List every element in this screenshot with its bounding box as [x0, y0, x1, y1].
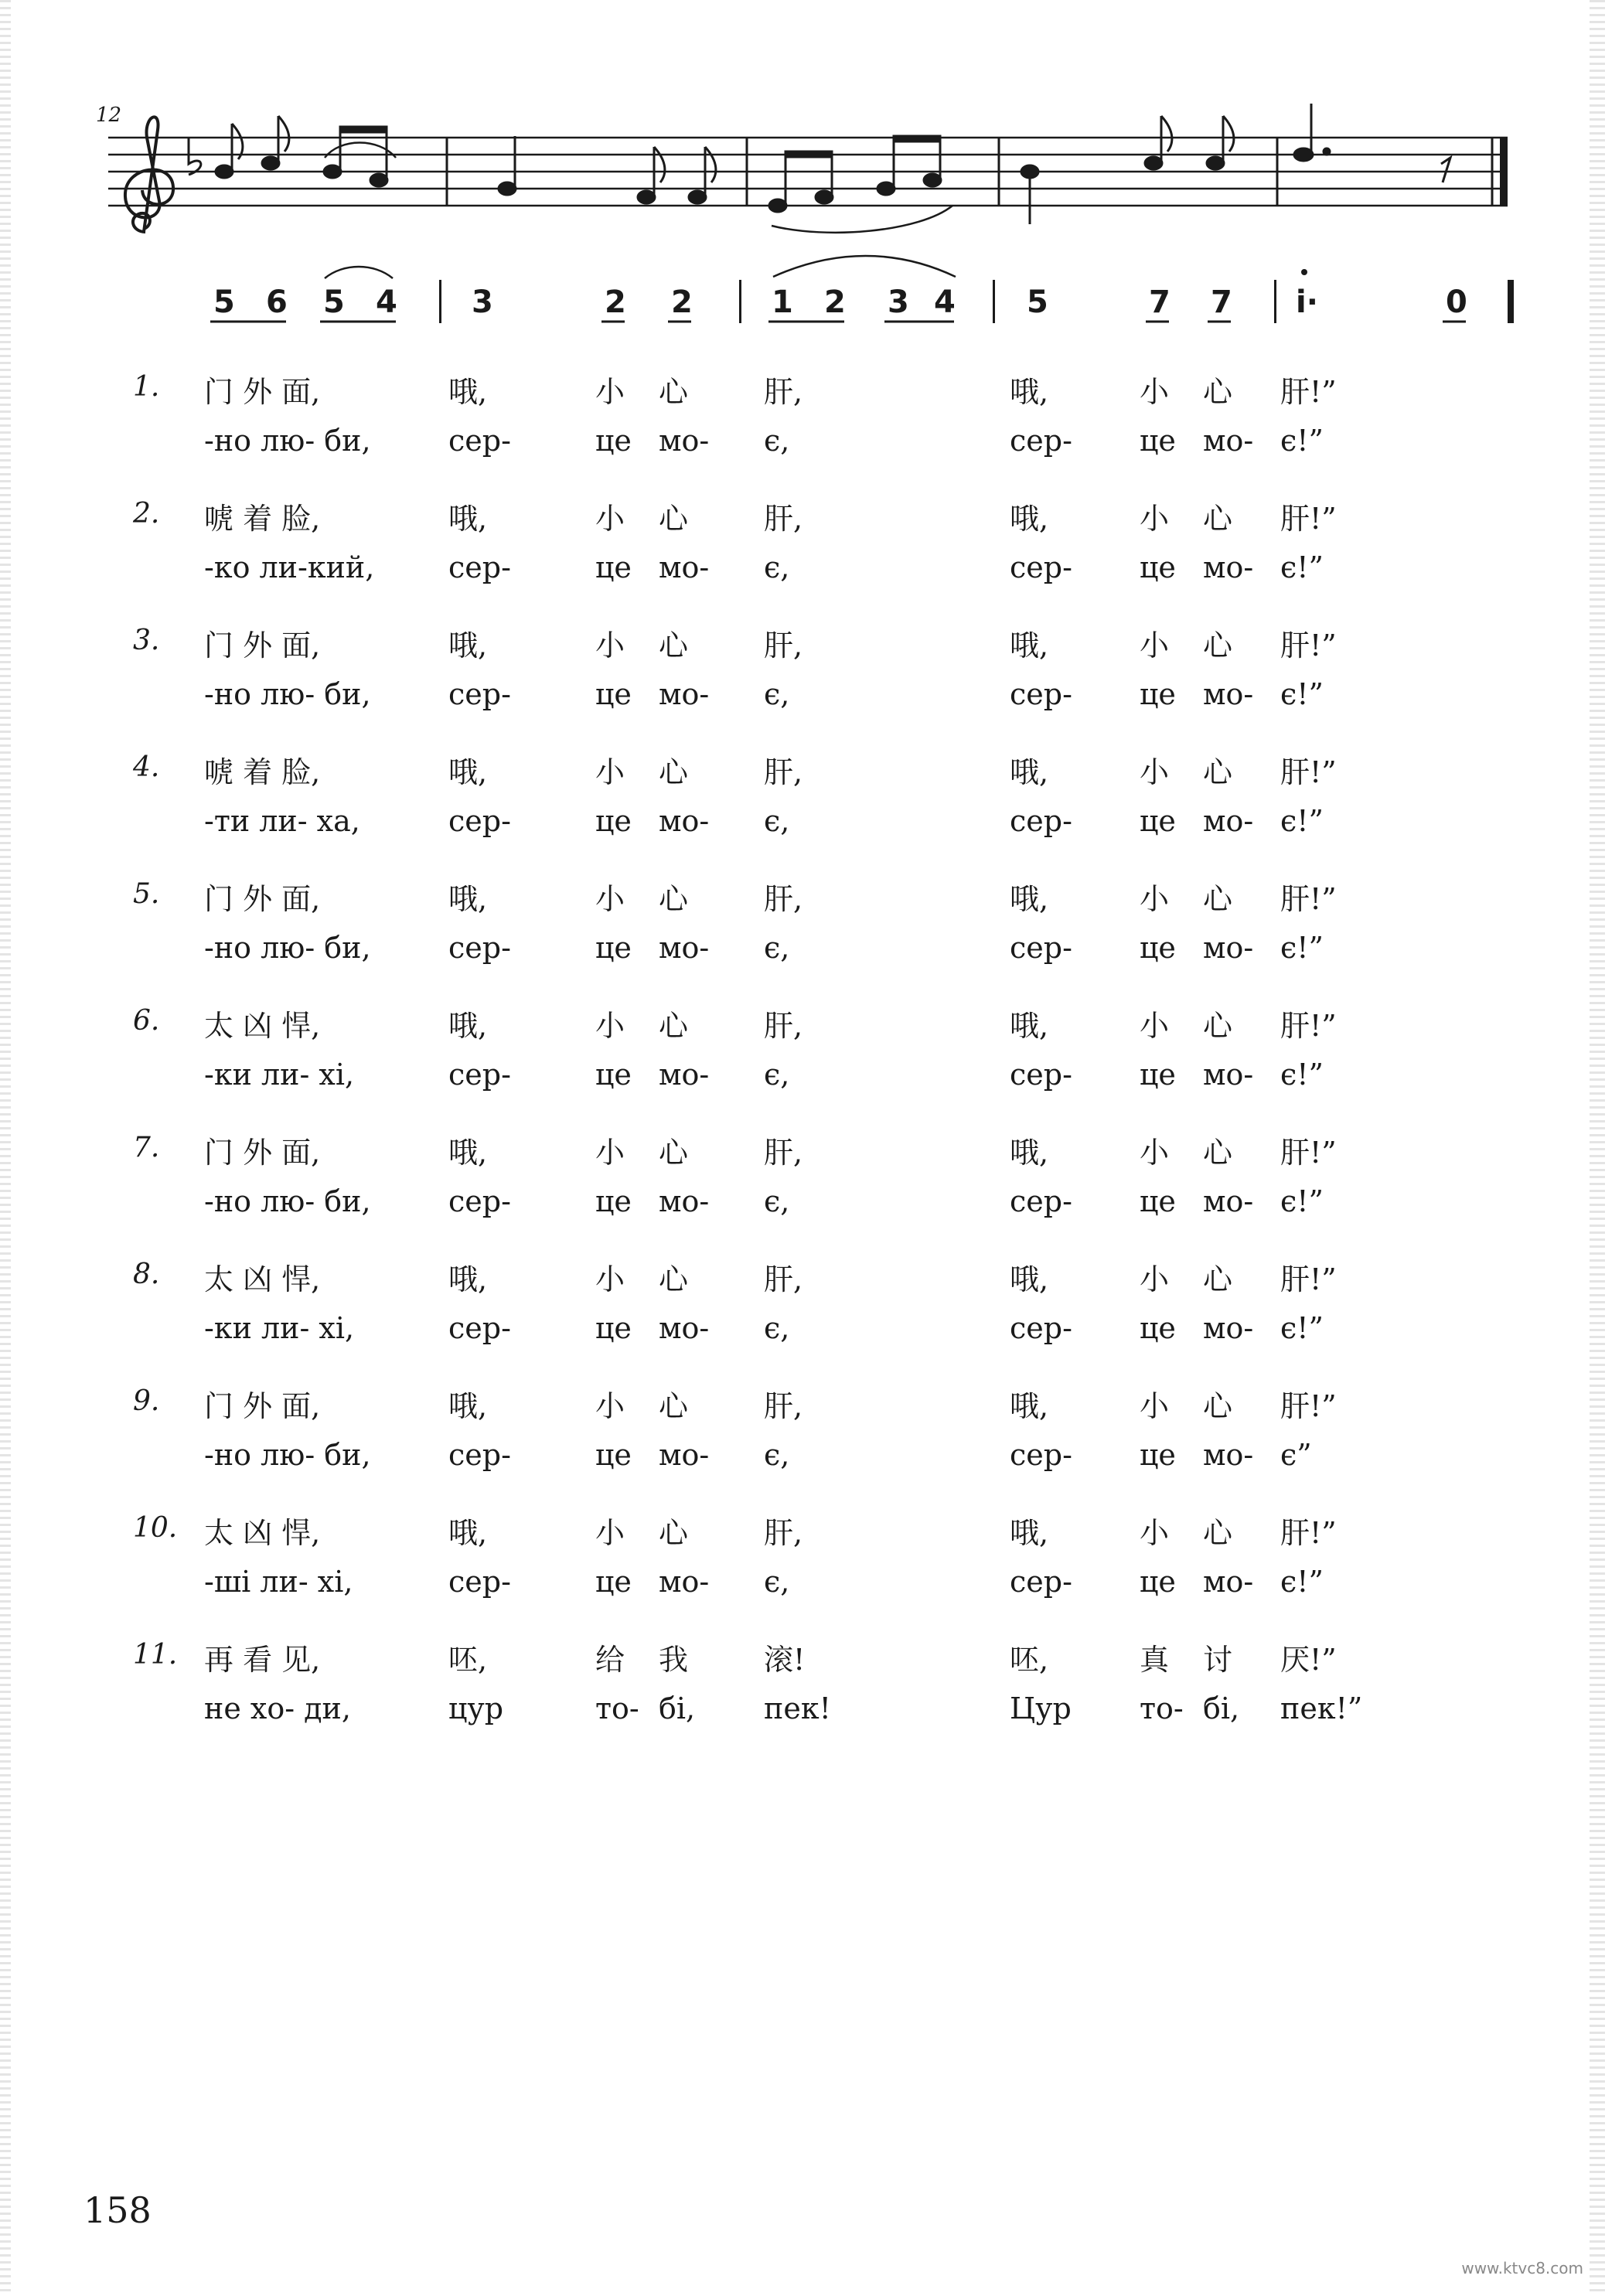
lyric-chinese: 肝!” [1280, 375, 1337, 409]
lyric-chinese: 心 [659, 1136, 689, 1170]
lyric-ukrainian: є!” [1280, 1565, 1324, 1599]
lyric-chinese: 小 [1140, 629, 1170, 663]
lyric-ukrainian: це [1140, 1565, 1176, 1599]
lyric-chinese: 哦, [448, 375, 488, 409]
verse-number: 7. [133, 1132, 160, 1163]
lyric-ukrainian: є!” [1280, 804, 1324, 838]
lyric-ukrainian: є, [764, 1438, 790, 1472]
lyric-chinese: 小 [595, 1136, 625, 1170]
lyric-chinese: 门 外 面, [204, 1136, 321, 1170]
lyric-ukrainian: сер- [448, 931, 511, 965]
lyric-chinese: 心 [659, 1389, 689, 1423]
lyric-ukrainian: це [1140, 677, 1176, 711]
lyric-ukrainian: мо- [1203, 550, 1254, 584]
lyric-ukrainian: це [595, 1184, 632, 1218]
lyric-ukrainian: сер- [1010, 1184, 1072, 1218]
lyric-ukrainian: -но лю- би, [204, 931, 371, 965]
lyric-ukrainian: мо- [659, 550, 710, 584]
lyric-chinese: 小 [1140, 1516, 1170, 1550]
jianpu-note: 2 [605, 284, 626, 320]
lyric-chinese: 心 [1203, 1136, 1233, 1170]
lyric-chinese: 肝, [764, 1262, 803, 1296]
lyric-chinese: 小 [595, 1009, 625, 1043]
lyric-chinese: 太 凶 悍, [204, 1262, 321, 1296]
lyric-ukrainian: сер- [1010, 1565, 1072, 1599]
lyric-chinese: 心 [659, 1262, 689, 1296]
lyric-ukrainian: мо- [659, 931, 710, 965]
lyric-ukrainian: мо- [1203, 1311, 1254, 1345]
lyric-chinese: 门 外 面, [204, 629, 321, 663]
watermark: www.ktvc8.com [1461, 2259, 1583, 2277]
lyric-chinese: 肝, [764, 755, 803, 789]
lyric-ukrainian: мо- [659, 1311, 710, 1345]
lyric-chinese: 肝, [764, 882, 803, 916]
lyric-chinese: 唬 着 脸, [204, 755, 321, 789]
lyric-ukrainian: це [595, 1565, 632, 1599]
lyric-chinese: 哦, [1010, 882, 1049, 916]
lyric-ukrainian: є, [764, 1184, 790, 1218]
jianpu-note: 5 [1027, 284, 1048, 320]
lyric-ukrainian: мо- [1203, 424, 1254, 458]
lyric-chinese: 心 [1203, 1009, 1233, 1043]
lyric-chinese: 哦, [448, 1389, 488, 1423]
lyric-ukrainian: сер- [448, 1058, 511, 1092]
lyric-ukrainian: це [1140, 931, 1176, 965]
jianpu-note: 1 [772, 284, 793, 320]
jianpu-note: 3 [472, 284, 493, 320]
lyric-chinese: 再 看 见, [204, 1643, 321, 1677]
lyric-chinese: 唬 着 脸, [204, 502, 321, 536]
lyric-ukrainian: це [595, 931, 632, 965]
lyric-chinese: 哦, [1010, 1009, 1049, 1043]
jianpu-note: 5 [213, 284, 235, 320]
lyric-chinese: 哦, [1010, 629, 1049, 663]
lyric-ukrainian: є, [764, 804, 790, 838]
lyric-ukrainian: є, [764, 1565, 790, 1599]
lyric-ukrainian: є!” [1280, 424, 1324, 458]
jianpu-note: 4 [934, 284, 956, 320]
jianpu-note: 7 [1149, 284, 1171, 320]
lyric-ukrainian: це [595, 677, 632, 711]
lyric-ukrainian: є, [764, 550, 790, 584]
lyric-ukrainian: є, [764, 424, 790, 458]
lyric-chinese: 哦, [1010, 1389, 1049, 1423]
jianpu-note: i· [1296, 284, 1318, 320]
lyric-chinese: 太 凶 悍, [204, 1516, 321, 1550]
measure-number: 12 [96, 104, 122, 127]
lyric-ukrainian: сер- [448, 677, 511, 711]
lyric-ukrainian: мо- [1203, 931, 1254, 965]
lyric-ukrainian: це [1140, 1311, 1176, 1345]
lyric-ukrainian: сер- [1010, 677, 1072, 711]
lyric-ukrainian: сер- [448, 1184, 511, 1218]
lyric-ukrainian: сер- [448, 424, 511, 458]
lyric-chinese: 厌!” [1280, 1643, 1337, 1677]
lyric-chinese: 心 [1203, 1262, 1233, 1296]
lyric-chinese: 门 外 面, [204, 1389, 321, 1423]
lyric-ukrainian: то- [1140, 1691, 1184, 1725]
lyric-ukrainian: сер- [448, 1311, 511, 1345]
verse-number: 4. [133, 751, 160, 783]
verse-number: 9. [133, 1385, 160, 1417]
lyric-chinese: 小 [595, 1262, 625, 1296]
lyric-chinese: 肝, [764, 1389, 803, 1423]
lyric-chinese: 小 [1140, 1009, 1170, 1043]
lyric-ukrainian: є!” [1280, 550, 1324, 584]
lyric-ukrainian: сер- [1010, 550, 1072, 584]
lyric-chinese: 心 [659, 755, 689, 789]
lyric-ukrainian: мо- [659, 804, 710, 838]
lyric-chinese: 小 [1140, 882, 1170, 916]
lyric-ukrainian: це [1140, 424, 1176, 458]
lyric-chinese: 肝!” [1280, 629, 1337, 663]
lyric-ukrainian: -ки ли- хі, [204, 1058, 355, 1092]
lyric-ukrainian: пек!” [1280, 1691, 1363, 1725]
lyric-chinese: 哦, [448, 1516, 488, 1550]
lyric-chinese: 心 [659, 375, 689, 409]
verse-number: 3. [133, 625, 160, 656]
lyric-ukrainian: мо- [1203, 1058, 1254, 1092]
lyric-chinese: 肝, [764, 1136, 803, 1170]
lyric-chinese: 心 [659, 1516, 689, 1550]
lyric-chinese: 哦, [448, 1136, 488, 1170]
lyric-ukrainian: це [1140, 1058, 1176, 1092]
lyric-ukrainian: -но лю- би, [204, 1184, 371, 1218]
lyric-chinese: 小 [595, 882, 625, 916]
lyric-ukrainian: є!” [1280, 1058, 1324, 1092]
jianpu-lines [0, 0, 1605, 356]
lyric-chinese: 肝!” [1280, 502, 1337, 536]
lyric-chinese: 真 [1140, 1643, 1170, 1677]
lyric-chinese: 小 [1140, 1262, 1170, 1296]
jianpu-note: 7 [1211, 284, 1232, 320]
lyric-ukrainian: це [595, 1311, 632, 1345]
lyric-chinese: 小 [595, 375, 625, 409]
lyric-chinese: 哦, [448, 755, 488, 789]
lyric-chinese: 哦, [1010, 375, 1049, 409]
lyric-ukrainian: мо- [1203, 677, 1254, 711]
lyric-chinese: 哦, [448, 882, 488, 916]
lyric-ukrainian: сер- [1010, 804, 1072, 838]
lyric-ukrainian: мо- [659, 1184, 710, 1218]
lyric-ukrainian: мо- [1203, 1565, 1254, 1599]
lyric-ukrainian: сер- [448, 550, 511, 584]
lyric-ukrainian: мо- [659, 1438, 710, 1472]
lyric-ukrainian: бі, [1203, 1691, 1240, 1725]
lyric-ukrainian: це [595, 804, 632, 838]
verse-number: 11. [133, 1639, 178, 1671]
lyric-ukrainian: це [595, 1058, 632, 1092]
lyric-chinese: 肝, [764, 629, 803, 663]
lyric-chinese: 小 [595, 755, 625, 789]
lyric-chinese: 肝, [764, 375, 803, 409]
lyric-ukrainian: мо- [1203, 1438, 1254, 1472]
lyric-chinese: 心 [1203, 755, 1233, 789]
lyric-ukrainian: це [595, 550, 632, 584]
lyric-chinese: 肝!” [1280, 1136, 1337, 1170]
lyric-chinese: 心 [659, 502, 689, 536]
jianpu-note: 5 [323, 284, 345, 320]
lyric-chinese: 心 [659, 1009, 689, 1043]
lyric-chinese: 小 [595, 629, 625, 663]
jianpu-note: 2 [824, 284, 846, 320]
lyric-chinese: 太 凶 悍, [204, 1009, 321, 1043]
lyric-ukrainian: не хо- ди, [204, 1691, 351, 1725]
lyric-chinese: 心 [1203, 1389, 1233, 1423]
lyric-chinese: 心 [659, 629, 689, 663]
lyric-chinese: 小 [595, 1516, 625, 1550]
lyric-ukrainian: бі, [659, 1691, 696, 1725]
lyric-chinese: 小 [1140, 375, 1170, 409]
lyric-ukrainian: -ко ли-кий, [204, 550, 375, 584]
lyric-ukrainian: сер- [1010, 1058, 1072, 1092]
lyric-chinese: 肝, [764, 1009, 803, 1043]
lyric-chinese: 哦, [1010, 502, 1049, 536]
lyric-ukrainian: -но лю- би, [204, 1438, 371, 1472]
lyric-chinese: 滚! [764, 1643, 806, 1677]
lyric-ukrainian: сер- [1010, 931, 1072, 965]
verse-number: 5. [133, 878, 160, 910]
lyric-ukrainian: цур [448, 1691, 504, 1725]
lyric-ukrainian: це [1140, 804, 1176, 838]
lyric-ukrainian: Цур [1010, 1691, 1072, 1725]
lyric-chinese: 肝!” [1280, 755, 1337, 789]
lyric-ukrainian: є!” [1280, 1311, 1324, 1345]
lyric-chinese: 呸, [448, 1643, 488, 1677]
lyric-ukrainian: мо- [659, 424, 710, 458]
lyric-chinese: 哦, [448, 502, 488, 536]
verse-number: 1. [133, 371, 160, 403]
lyric-ukrainian: сер- [1010, 1311, 1072, 1345]
lyric-chinese: 肝!” [1280, 1516, 1337, 1550]
lyric-ukrainian: це [1140, 550, 1176, 584]
lyric-chinese: 讨 [1203, 1643, 1233, 1677]
lyric-ukrainian: це [1140, 1438, 1176, 1472]
lyric-chinese: 心 [1203, 882, 1233, 916]
lyric-ukrainian: сер- [448, 1438, 511, 1472]
lyric-ukrainian: є!” [1280, 931, 1324, 965]
lyric-chinese: 给 [595, 1643, 625, 1677]
lyric-ukrainian: сер- [1010, 1438, 1072, 1472]
verse-number: 8. [133, 1259, 160, 1290]
lyric-chinese: 小 [595, 502, 625, 536]
lyric-chinese: 哦, [448, 629, 488, 663]
lyric-chinese: 肝!” [1280, 882, 1337, 916]
lyric-ukrainian: є!” [1280, 677, 1324, 711]
lyric-chinese: 小 [1140, 1389, 1170, 1423]
lyric-ukrainian: це [595, 1438, 632, 1472]
lyric-chinese: 哦, [1010, 1516, 1049, 1550]
lyric-chinese: 心 [1203, 502, 1233, 536]
lyric-chinese: 哦, [448, 1262, 488, 1296]
jianpu-note: 6 [266, 284, 288, 320]
lyric-ukrainian: -ші ли- хі, [204, 1565, 353, 1599]
jianpu-note: 3 [888, 284, 909, 320]
lyric-ukrainian: -ки ли- хі, [204, 1311, 355, 1345]
verse-number: 10. [133, 1512, 178, 1544]
lyric-ukrainian: сер- [448, 804, 511, 838]
lyric-ukrainian: є” [1280, 1438, 1312, 1472]
jianpu-note: 0 [1446, 284, 1467, 320]
lyric-ukrainian: є, [764, 1311, 790, 1345]
lyric-chinese: 哦, [1010, 1136, 1049, 1170]
lyric-chinese: 心 [1203, 629, 1233, 663]
lyric-chinese: 小 [595, 1389, 625, 1423]
verse-number: 6. [133, 1005, 160, 1037]
verse-number: 2. [133, 498, 160, 530]
lyric-chinese: 哦, [448, 1009, 488, 1043]
lyric-chinese: 呸, [1010, 1643, 1049, 1677]
lyric-ukrainian: пек! [764, 1691, 831, 1725]
jianpu-note: 4 [376, 284, 397, 320]
lyric-chinese: 我 [659, 1643, 689, 1677]
lyric-chinese: 肝!” [1280, 1009, 1337, 1043]
lyric-ukrainian: це [1140, 1184, 1176, 1218]
lyric-chinese: 心 [1203, 1516, 1233, 1550]
lyric-ukrainian: -ти ли- ха, [204, 804, 360, 838]
lyric-chinese: 小 [1140, 1136, 1170, 1170]
lyric-ukrainian: є, [764, 1058, 790, 1092]
lyric-ukrainian: є!” [1280, 1184, 1324, 1218]
lyric-ukrainian: сер- [448, 1565, 511, 1599]
lyric-ukrainian: мо- [659, 1058, 710, 1092]
lyric-ukrainian: мо- [659, 677, 710, 711]
lyric-ukrainian: сер- [1010, 424, 1072, 458]
lyric-chinese: 哦, [1010, 1262, 1049, 1296]
lyric-ukrainian: це [595, 424, 632, 458]
lyric-ukrainian: -но лю- би, [204, 677, 371, 711]
lyric-ukrainian: то- [595, 1691, 639, 1725]
lyric-chinese: 肝!” [1280, 1262, 1337, 1296]
lyric-ukrainian: є, [764, 677, 790, 711]
lyric-chinese: 肝, [764, 1516, 803, 1550]
lyric-ukrainian: -но лю- би, [204, 424, 371, 458]
page-number: 158 [83, 2189, 152, 2231]
lyric-chinese: 小 [1140, 502, 1170, 536]
lyric-ukrainian: мо- [1203, 1184, 1254, 1218]
lyric-chinese: 小 [1140, 755, 1170, 789]
lyric-chinese: 门 外 面, [204, 375, 321, 409]
jianpu-note: 2 [671, 284, 693, 320]
lyric-chinese: 门 外 面, [204, 882, 321, 916]
lyric-ukrainian: є, [764, 931, 790, 965]
lyric-chinese: 肝!” [1280, 1389, 1337, 1423]
lyric-chinese: 肝, [764, 502, 803, 536]
lyric-chinese: 心 [659, 882, 689, 916]
lyric-ukrainian: мо- [659, 1565, 710, 1599]
lyric-chinese: 哦, [1010, 755, 1049, 789]
lyric-chinese: 心 [1203, 375, 1233, 409]
lyric-ukrainian: мо- [1203, 804, 1254, 838]
